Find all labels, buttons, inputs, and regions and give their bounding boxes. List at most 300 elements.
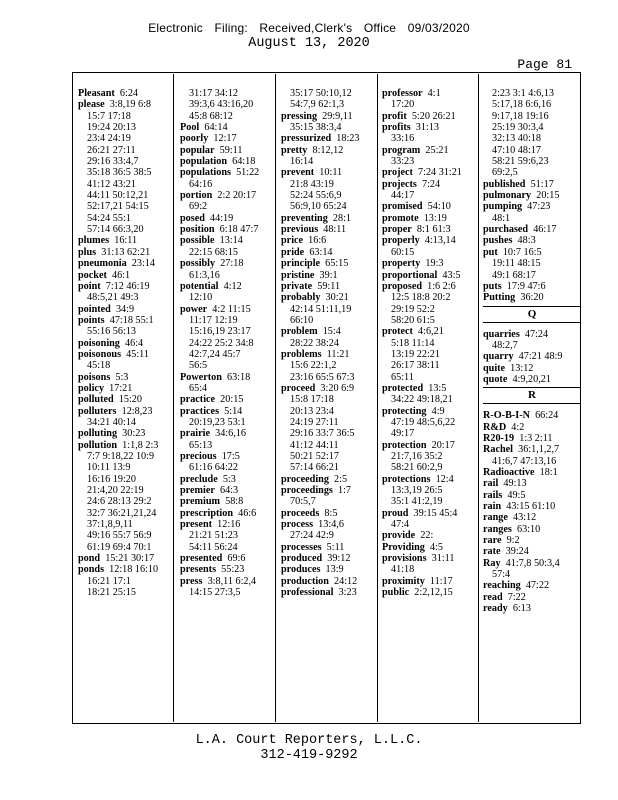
page-line-refs: 63:18 — [226, 371, 251, 383]
page-line-refs: 2:23 3:1 4:6,13 — [492, 88, 554, 99]
index-continuation — [180, 326, 278, 337]
page-line-refs: 35:17 50:10,12 — [290, 88, 352, 99]
index-term: purchased — [483, 224, 529, 236]
index-term: poorly — [180, 133, 209, 145]
index-entry — [483, 201, 581, 212]
page-line-refs: 64:14 — [204, 122, 228, 134]
index-entry — [483, 224, 581, 235]
index-term: R&D — [483, 421, 507, 433]
page-line-refs: 8:5 — [324, 507, 338, 519]
page-line-refs: 51:17 — [530, 178, 554, 190]
index-term: possibly — [180, 258, 216, 270]
page-line-refs: 65:11 — [391, 371, 414, 383]
index-continuation — [78, 292, 176, 303]
index-term: policy — [78, 382, 105, 394]
index-term: ready — [483, 603, 508, 615]
index-continuation — [180, 201, 278, 212]
page-line-refs: 56:9,10 65:24 — [290, 201, 347, 213]
page-line-refs: 12:10 — [189, 292, 213, 304]
page-line-refs: 15:20 — [118, 394, 142, 406]
page-line-refs: 32:7 36:21,21,24 — [87, 507, 157, 519]
page-line-refs: 12:17 — [213, 133, 237, 145]
index-entry — [382, 440, 480, 451]
index-continuation — [281, 190, 379, 201]
index-term: promote — [382, 212, 419, 224]
page-line-refs: 47:10 48:17 — [492, 144, 541, 156]
index-entry — [281, 167, 379, 178]
index-continuation — [180, 270, 278, 281]
index-continuation — [180, 338, 278, 349]
index-entry — [281, 281, 379, 292]
index-term: please — [78, 99, 105, 111]
index-term: reaching — [483, 580, 521, 592]
index-term: ponds — [78, 564, 105, 576]
index-entry — [483, 247, 581, 258]
index-term: production — [281, 575, 329, 587]
index-continuation — [180, 383, 278, 394]
page-line-refs: 20:13 23:4 — [290, 405, 334, 417]
page-line-refs: 11:17 12:19 — [189, 314, 238, 326]
index-continuation — [78, 530, 176, 541]
page-line-refs: 34:6,16 — [215, 428, 246, 440]
index-term: read — [483, 591, 503, 603]
index-entry — [483, 524, 581, 535]
index-entry — [382, 576, 480, 587]
page-line-refs: 48:5,21 49:3 — [87, 292, 139, 304]
page-line-refs: 54:11 56:24 — [189, 541, 238, 553]
index-entry — [281, 519, 379, 530]
index-term: ranges — [483, 523, 512, 535]
index-term: prairie — [180, 428, 210, 440]
page-line-refs: 15:6 22:1,2 — [290, 360, 337, 372]
page-line-refs: 27:24 42:9 — [290, 530, 334, 542]
index-term: probably — [281, 292, 321, 304]
page-line-refs: 47:24 — [524, 328, 549, 340]
index-term: principle — [281, 258, 321, 270]
page-line-refs: 15:8 17:18 — [290, 394, 334, 406]
index-term: projects — [382, 178, 417, 190]
page-line-refs: 24:22 25:2 34:8 — [189, 337, 254, 349]
index-term: proceeding — [281, 473, 329, 485]
page-line-refs: 34:22 49:18,21 — [391, 394, 453, 406]
page-line-refs: 7:24 — [421, 178, 441, 190]
page-line-refs: 4:2 — [511, 421, 525, 433]
index-continuation — [483, 258, 581, 269]
index-entry — [382, 235, 480, 246]
page-line-refs: 2:2,12,15 — [414, 587, 453, 599]
index-entry — [180, 496, 278, 507]
index-entry — [382, 281, 480, 292]
page-line-refs: 28:1 — [332, 212, 352, 224]
index-entry — [78, 235, 176, 246]
index-term: position — [180, 224, 215, 236]
index-term: prescription — [180, 507, 234, 519]
index-entry — [180, 122, 278, 133]
page-line-refs: 39:24 — [505, 546, 529, 558]
index-term: prevent — [281, 167, 315, 179]
index-term: pristine — [281, 269, 315, 281]
page-line-refs: 34:21 40:14 — [87, 416, 136, 428]
index-entry — [281, 235, 379, 246]
page-line-refs: 31:13 — [415, 122, 439, 134]
page-line-refs: 70:5,7 — [290, 496, 316, 508]
index-entry — [382, 383, 480, 394]
page-line-refs: 57:4 — [492, 569, 511, 581]
stamp-electronic: Electronic — [148, 21, 203, 35]
page-line-refs: 33:23 — [391, 156, 415, 168]
page-line-refs: 7:12 46:19 — [105, 280, 150, 292]
index-continuation — [281, 394, 379, 405]
index-entry — [382, 201, 480, 212]
page-line-refs: 54:10 — [427, 201, 451, 213]
index-entry — [78, 258, 176, 269]
page-line-refs: 1:1,8 2:3 — [122, 439, 159, 451]
page-line-refs: 43:12 — [513, 512, 537, 524]
page-line-refs: 65:15 — [325, 258, 349, 270]
page-line-refs: 34:9 — [115, 303, 135, 315]
page-line-refs: 56:5 — [189, 360, 208, 372]
page-line-refs: 46:4 — [125, 337, 144, 349]
index-term: premium — [180, 496, 220, 508]
index-entry — [180, 474, 278, 485]
page-line-refs: 48:1 — [492, 212, 511, 224]
page-line-refs: 4:5 — [429, 541, 443, 553]
index-entry — [78, 281, 176, 292]
page-line-refs: 54:24 55:1 — [87, 212, 131, 224]
index-continuation — [281, 451, 379, 462]
page-line-refs: 55:23 — [221, 564, 245, 576]
transcript-date: August 13, 2020 — [248, 36, 370, 51]
index-entry — [180, 394, 278, 405]
page-line-refs: 3:8,11 6:2,4 — [207, 575, 257, 587]
page-line-refs: 45:18 — [87, 360, 111, 372]
index-term: pushes — [483, 235, 513, 247]
index-entry — [180, 485, 278, 496]
index-continuation — [382, 99, 480, 110]
index-column-2 — [180, 88, 278, 720]
page-line-refs: 25:21 — [425, 144, 449, 156]
index-continuation — [281, 156, 379, 167]
index-entry — [78, 440, 176, 451]
page-line-refs: 4:13,14 — [424, 235, 456, 247]
index-entry — [78, 338, 176, 349]
page-line-refs: 5:11 — [326, 541, 345, 553]
page-line-refs: 3:20 6:9 — [320, 382, 355, 394]
index-entry — [180, 519, 278, 530]
index-term: pollution — [78, 439, 118, 451]
page-line-refs: 16:14 — [290, 156, 314, 168]
index-entry — [78, 428, 176, 439]
index-term: potential — [180, 280, 219, 292]
index-continuation — [78, 224, 176, 235]
index-entry — [483, 535, 581, 546]
page-line-refs: 18:1 — [539, 466, 558, 478]
index-term: quite — [483, 362, 506, 374]
index-entry — [382, 406, 480, 417]
index-continuation — [78, 576, 176, 587]
page-line-refs: 17:20 — [391, 99, 415, 111]
page-line-refs: 4:1 — [427, 88, 441, 99]
index-entry — [382, 145, 480, 156]
page-line-refs: 41:6,7 47:13,16 — [492, 455, 557, 467]
index-continuation — [180, 292, 278, 303]
page-line-refs: 39:12 — [327, 553, 351, 565]
page-line-refs: 66:24 — [535, 410, 559, 422]
page-line-refs: 31:13 62:21 — [101, 246, 151, 258]
index-continuation — [78, 122, 176, 133]
index-continuation — [382, 417, 480, 428]
index-term: presented — [180, 553, 223, 565]
page-line-refs: 3:23 — [338, 587, 357, 599]
index-term: Providing — [382, 541, 425, 553]
index-entry — [180, 564, 278, 575]
page-line-refs: 48:2,7 — [492, 339, 518, 351]
page-line-refs: 44:19 — [210, 212, 234, 224]
page-line-refs: 16:16 19:20 — [87, 473, 136, 485]
page-line-refs: 14:15 27:3,5 — [189, 587, 241, 599]
page-line-refs: 64:3 — [219, 485, 239, 497]
index-entry — [180, 224, 278, 235]
index-continuation — [483, 88, 581, 99]
page-line-refs: 49:13 — [503, 478, 527, 490]
page-line-refs: 4:9 — [431, 405, 445, 417]
index-term: previous — [281, 224, 319, 236]
page-line-refs: 21:21 51:23 — [189, 530, 238, 542]
page-line-refs: 5:3 — [115, 371, 129, 383]
index-continuation — [382, 315, 480, 326]
index-term: pressing — [281, 110, 318, 122]
index-term: present — [180, 519, 213, 531]
index-term: proud — [382, 507, 409, 519]
page-line-refs: 7:22 — [507, 591, 526, 603]
index-entry — [382, 587, 480, 598]
page-line-refs: 2:5 — [334, 473, 348, 485]
index-term: quote — [483, 373, 508, 385]
page-line-refs: 49:17 — [391, 428, 415, 440]
page-line-refs: 69:6 — [227, 553, 246, 565]
index-term: private — [281, 280, 313, 292]
index-continuation — [78, 213, 176, 224]
index-term: populations — [180, 167, 231, 179]
index-term: pointed — [78, 303, 111, 315]
index-entry — [281, 587, 379, 598]
index-continuation — [281, 179, 379, 190]
index-entry — [180, 508, 278, 519]
stamp-office: Office — [363, 21, 397, 35]
page-line-refs: 18:23 — [336, 133, 360, 145]
page-line-refs: 57:14 66:3,20 — [87, 224, 144, 236]
index-term: proportional — [382, 269, 438, 281]
index-entry — [382, 553, 480, 564]
index-continuation — [382, 156, 480, 167]
page-line-refs: 19:24 20:13 — [87, 122, 136, 134]
index-continuation — [180, 542, 278, 553]
page-line-refs: 49:16 55:7 56:9 — [87, 530, 152, 542]
index-term: Rachel — [483, 444, 513, 456]
index-term: point — [78, 280, 101, 292]
index-continuation — [180, 440, 278, 451]
index-continuation — [78, 201, 176, 212]
index-column-1 — [78, 88, 176, 720]
index-entry — [281, 247, 379, 258]
page-line-refs: 24:19 27:11 — [290, 416, 339, 428]
section-letter: Q — [483, 306, 581, 323]
index-entry — [382, 179, 480, 190]
page-line-refs: 20:15 — [536, 190, 560, 202]
page-line-refs: 11:17 — [429, 575, 453, 587]
page-line-refs: 35:1 41:2,19 — [391, 496, 443, 508]
page-line-refs: 28:22 38:24 — [290, 337, 339, 349]
page-line-refs: 15:7 17:18 — [87, 110, 131, 122]
page-line-refs: 64:18 — [232, 156, 256, 168]
page-line-refs: 8:1 61:3 — [416, 224, 451, 236]
index-term: practices — [180, 405, 220, 417]
index-entry — [483, 433, 581, 444]
index-entry — [281, 576, 379, 587]
page-line-refs: 25:19 30:3,4 — [492, 122, 544, 134]
page-line-refs: 13:3,19 26:5 — [391, 485, 443, 497]
index-continuation — [382, 372, 480, 383]
index-continuation — [78, 542, 176, 553]
index-continuation — [483, 167, 581, 178]
index-term: pond — [78, 553, 101, 565]
page-line-refs: 20:15 — [220, 394, 244, 406]
page-line-refs: 41:12 43:21 — [87, 178, 136, 190]
index-entry — [483, 235, 581, 246]
index-continuation — [382, 519, 480, 530]
index-entry — [78, 406, 176, 417]
footer-company: L.A. Court Reporters, L.L.C. — [195, 733, 423, 748]
index-term: proceeds — [281, 507, 320, 519]
page-line-refs: 29:19 52:2 — [391, 303, 435, 315]
page-line-refs: 11:21 — [326, 348, 350, 360]
index-entry — [483, 501, 581, 512]
index-continuation — [78, 508, 176, 519]
index-continuation — [180, 462, 278, 473]
index-term: points — [78, 314, 105, 326]
page-line-refs: 46:17 — [533, 224, 557, 236]
index-continuation — [78, 360, 176, 371]
index-entry — [281, 258, 379, 269]
index-entry — [483, 351, 581, 362]
filing-stamp — [0, 21, 618, 35]
section-letter: R — [483, 387, 581, 404]
page-line-refs: 47:19 48:5,6,22 — [391, 416, 456, 428]
page-line-refs: 21:8 43:19 — [290, 178, 334, 190]
page-line-refs: 39:1 — [319, 269, 338, 281]
index-term: posed — [180, 212, 205, 224]
index-term: pulmonary — [483, 190, 532, 202]
index-entry — [180, 372, 278, 383]
index-continuation — [483, 111, 581, 122]
index-term: proposed — [382, 280, 423, 292]
index-continuation — [281, 406, 379, 417]
index-entry — [78, 553, 176, 564]
index-term: plumes — [78, 235, 110, 247]
index-entry — [78, 564, 176, 575]
page-line-refs: 49:5 — [507, 489, 526, 501]
index-term: produces — [281, 564, 321, 576]
page-line-refs: 4:2 11:15 — [212, 303, 251, 315]
index-term: protected — [382, 382, 424, 394]
index-term: rain — [483, 501, 502, 512]
index-term: protect — [382, 326, 413, 338]
index-term: puts — [483, 280, 502, 292]
index-entry — [382, 270, 480, 281]
page-line-refs: 47:21 48:9 — [518, 351, 563, 363]
page-line-refs: 65:4 — [189, 382, 208, 394]
index-continuation — [78, 451, 176, 462]
index-term: proceedings — [281, 485, 333, 497]
index-term: process — [281, 519, 314, 531]
index-entry — [483, 292, 581, 303]
index-term: pneumonia — [78, 258, 127, 270]
index-term: problem — [281, 326, 318, 338]
index-term: rare — [483, 535, 502, 547]
page-line-refs: 58:21 59:6,23 — [492, 156, 549, 168]
page-line-refs: 61:3,16 — [189, 269, 220, 281]
index-entry — [180, 576, 278, 587]
index-continuation — [78, 462, 176, 473]
index-entry — [483, 374, 581, 385]
page-line-refs: 69:2 — [189, 201, 208, 213]
page-line-refs: 19:3 — [425, 258, 444, 270]
index-entry — [281, 326, 379, 337]
index-term: pressurized — [281, 133, 332, 145]
page-line-refs: 6:18 47:7 — [219, 224, 259, 236]
index-term: profit — [382, 110, 407, 122]
index-continuation — [281, 462, 379, 473]
page-line-refs: 20:17 — [431, 439, 455, 451]
page-line-refs: 58:20 61:5 — [391, 314, 435, 326]
index-term: Powerton — [180, 371, 222, 383]
index-term: project — [382, 167, 413, 179]
index-continuation — [382, 292, 480, 303]
page-line-refs: 5:20 26:21 — [411, 110, 456, 122]
index-entry — [382, 530, 480, 541]
page-line-refs: 23:14 — [131, 258, 156, 270]
index-entry — [382, 474, 480, 485]
page-line-refs: 16:6 — [308, 235, 327, 247]
index-term: popular — [180, 144, 215, 156]
index-entry — [382, 258, 480, 269]
index-entry — [281, 270, 379, 281]
index-term: promised — [382, 201, 423, 213]
index-continuation — [483, 156, 581, 167]
index-term: poisons — [78, 371, 111, 383]
index-term: practice — [180, 394, 216, 406]
page-line-refs: 1:3 2:11 — [519, 432, 553, 444]
page-line-refs: 41:7,8 50:3,4 — [505, 557, 560, 569]
index-continuation — [483, 456, 581, 467]
index-term: put — [483, 246, 498, 258]
index-term: provide — [382, 530, 416, 542]
page-line-refs: 16:11 — [114, 235, 138, 247]
page-line-refs: 58:8 — [225, 496, 244, 508]
index-term: possible — [180, 235, 215, 247]
page-line-refs: 30:21 — [325, 292, 349, 304]
index-term: polluted — [78, 394, 114, 406]
index-entry — [483, 603, 581, 614]
page-line-refs: 61:16 64:22 — [189, 462, 238, 474]
page-line-refs: 26:17 38:11 — [391, 360, 440, 372]
index-continuation — [180, 315, 278, 326]
page-line-refs: 52:17,21 54:15 — [87, 201, 149, 213]
page-line-refs: 18:21 25:15 — [87, 587, 136, 599]
index-term: pocket — [78, 269, 107, 281]
index-continuation — [281, 315, 379, 326]
index-term: property — [382, 258, 421, 270]
